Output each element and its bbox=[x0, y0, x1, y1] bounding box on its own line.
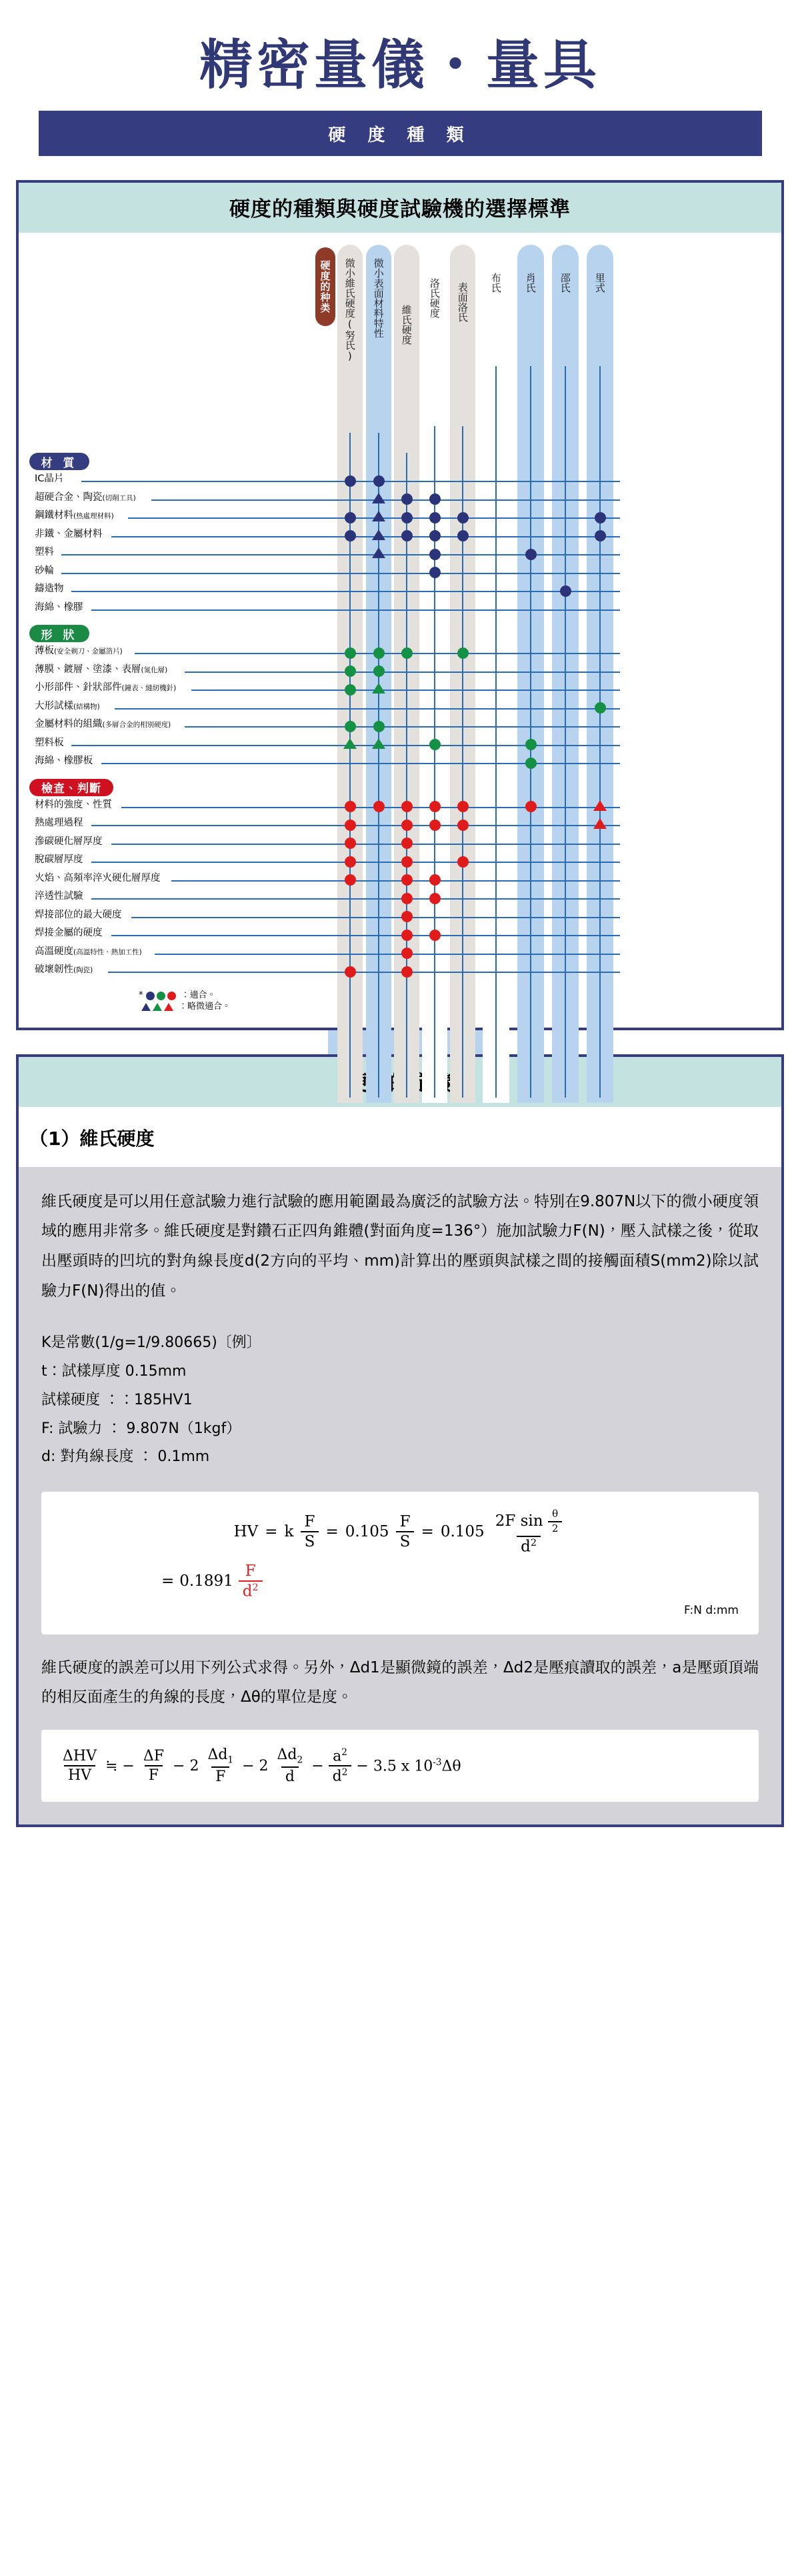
marker-circle bbox=[345, 856, 356, 868]
marker-circle bbox=[401, 512, 413, 523]
row-connector-line bbox=[155, 954, 620, 955]
row-label-text: 脫碳層厚度 bbox=[35, 854, 83, 865]
row-label-text: 熱處理過程 bbox=[35, 818, 83, 828]
coefficient-01891: 0.1891 bbox=[179, 1572, 233, 1590]
numerator bbox=[203, 1747, 237, 1766]
constant-line: d: 對角線長度 ： 0.1mm bbox=[41, 1448, 210, 1466]
error-formula-line bbox=[59, 1747, 741, 1784]
numerator bbox=[273, 1747, 307, 1766]
column-header-1: 微小表面材料特性 bbox=[372, 258, 385, 338]
marker-circle bbox=[429, 930, 441, 941]
exponent: -3 bbox=[433, 1756, 442, 1768]
row-label-note: (多層合金的相別硬度) bbox=[102, 721, 171, 729]
row-connector-line bbox=[111, 536, 620, 537]
d-symbol: d bbox=[521, 1538, 531, 1556]
marker-circle bbox=[429, 493, 441, 505]
subscript: 1 bbox=[227, 1754, 234, 1766]
legend-triangle-icon bbox=[164, 1003, 173, 1011]
fraction-dd2-over-d bbox=[273, 1747, 307, 1784]
equals-3: = bbox=[421, 1523, 434, 1541]
coef-2-a: 2 bbox=[189, 1757, 199, 1774]
row-label bbox=[35, 818, 83, 828]
row-label bbox=[35, 547, 54, 557]
legend-suitable-label: ：適合。 bbox=[181, 990, 216, 1001]
marker-triangle bbox=[593, 800, 607, 811]
marker-triangle bbox=[372, 529, 385, 540]
marker-circle bbox=[345, 530, 356, 541]
denominator: S bbox=[301, 1531, 319, 1550]
marker-circle bbox=[401, 874, 413, 886]
equals-2: = bbox=[325, 1523, 339, 1541]
denominator bbox=[239, 1580, 263, 1600]
marker-circle bbox=[401, 966, 413, 978]
marker-circle bbox=[429, 739, 441, 750]
numerator: F bbox=[245, 1562, 256, 1580]
row-connector-line bbox=[111, 935, 620, 936]
two: 2 bbox=[548, 1521, 563, 1534]
chart-wrap bbox=[19, 233, 781, 1028]
delta-theta: Δθ bbox=[441, 1758, 461, 1775]
row-label bbox=[35, 855, 83, 865]
marker-circle bbox=[345, 874, 356, 886]
row-connector-line bbox=[185, 726, 620, 728]
group-pill-2: 檢查、判斷 bbox=[29, 779, 113, 796]
row-label-text: 非鐵、金屬材料 bbox=[35, 528, 103, 539]
d-symbol: d bbox=[332, 1768, 342, 1785]
row-label-text: 金屬材料的組織 bbox=[35, 719, 103, 730]
row-label-text: 小形部件、針狀部件 bbox=[35, 682, 122, 693]
column-header-6: 肖氏 bbox=[524, 273, 537, 293]
denominator: S bbox=[396, 1531, 415, 1550]
marker-triangle bbox=[372, 683, 385, 694]
row-connector-line bbox=[91, 825, 620, 826]
exponent: 2 bbox=[530, 1537, 537, 1548]
row-label bbox=[35, 603, 83, 613]
vickers-formula-line-1 bbox=[61, 1509, 739, 1554]
row-label bbox=[35, 511, 114, 521]
numerator bbox=[491, 1509, 567, 1536]
column-header-4: 表面洛氏 bbox=[456, 282, 469, 322]
row-label-text: 薄板 bbox=[35, 646, 54, 656]
denominator: F bbox=[211, 1766, 229, 1784]
marker-circle bbox=[457, 512, 469, 523]
definition-body bbox=[19, 1167, 781, 1825]
marker-circle bbox=[429, 874, 441, 886]
row-connector-line bbox=[171, 880, 620, 882]
row-label-text: 焊接金屬的硬度 bbox=[35, 928, 103, 938]
row-label-note: (高溫特性、熱加工性) bbox=[73, 948, 142, 956]
marker-circle bbox=[429, 530, 441, 541]
marker-circle bbox=[373, 648, 385, 659]
column-header-7: 邵氏 bbox=[559, 273, 571, 293]
coefficient-0105-b: 0.105 bbox=[440, 1523, 485, 1541]
row-connector-line bbox=[108, 972, 620, 973]
marker-circle bbox=[429, 512, 441, 523]
sign-4: − bbox=[311, 1757, 324, 1774]
theta: θ bbox=[552, 1508, 559, 1520]
legend-row-suitable bbox=[139, 990, 231, 1002]
numerator: ΔHV bbox=[63, 1748, 97, 1765]
marker-circle bbox=[525, 801, 537, 812]
marker-circle bbox=[401, 893, 413, 904]
row-label bbox=[35, 800, 112, 810]
legend-row-slightly-suitable bbox=[139, 1002, 231, 1013]
fraction-df-over-f bbox=[139, 1748, 168, 1783]
row-label bbox=[35, 874, 161, 884]
group-pill-0: 材 質 bbox=[29, 453, 89, 470]
row-label-note: (鐘表、縫紉機針) bbox=[121, 684, 177, 692]
marker-circle bbox=[595, 512, 606, 523]
hardness-type-badge: 硬度的种类 bbox=[315, 247, 335, 326]
row-connector-line bbox=[101, 763, 620, 764]
row-connector-line bbox=[115, 708, 620, 710]
denominator bbox=[329, 1765, 352, 1784]
subtitle-bar: 硬 度 種 類 bbox=[39, 111, 762, 156]
row-connector-line bbox=[61, 573, 620, 574]
row-label-text: 薄膜、鍍層、塗漆、表層 bbox=[35, 664, 141, 675]
coefficient: 3.5 x 10 bbox=[373, 1758, 433, 1775]
marker-triangle bbox=[372, 511, 385, 521]
column-guide-line-3 bbox=[434, 426, 435, 1098]
row-label-text: 淬透性試驗 bbox=[35, 891, 83, 902]
page-header bbox=[0, 0, 800, 156]
column-guide-line-6 bbox=[530, 366, 531, 1098]
marker-circle bbox=[345, 512, 356, 523]
definition-constants-list bbox=[41, 1329, 759, 1472]
row-label bbox=[35, 738, 64, 748]
constant-line: 試樣硬度 ：：185HV1 bbox=[41, 1391, 193, 1408]
two-f-sin: 2F sin bbox=[495, 1512, 543, 1530]
chart-panel-title: 硬度的種類與硬度試驗機的選擇標準 bbox=[19, 183, 781, 233]
marker-circle bbox=[345, 684, 356, 696]
marker-circle bbox=[457, 530, 469, 541]
legend-circle-icon bbox=[146, 992, 155, 1000]
marker-circle bbox=[525, 758, 537, 769]
row-label bbox=[35, 720, 171, 730]
row-label bbox=[35, 474, 63, 484]
row-label-text: 塑料板 bbox=[35, 737, 64, 748]
vickers-formula-box bbox=[41, 1492, 759, 1634]
row-label-text: 大形試樣 bbox=[35, 700, 73, 712]
hv-symbol: HV bbox=[233, 1523, 259, 1541]
marker-circle bbox=[401, 820, 413, 831]
fraction-f-over-s-2 bbox=[396, 1514, 415, 1550]
denominator: d bbox=[281, 1766, 299, 1784]
fraction-dd1-over-f bbox=[203, 1747, 237, 1784]
coefficient-0105-a: 0.105 bbox=[345, 1523, 389, 1541]
marker-circle bbox=[345, 820, 356, 831]
page-title: 精密量儀・量具 bbox=[199, 34, 601, 96]
marker-triangle bbox=[372, 493, 385, 503]
marker-circle bbox=[525, 739, 537, 750]
legend-circle-icon bbox=[167, 992, 176, 1000]
marker-circle bbox=[373, 475, 385, 487]
row-label bbox=[35, 646, 123, 656]
delta-d: Δd bbox=[277, 1746, 297, 1764]
row-label-text: IC晶片 bbox=[35, 473, 64, 484]
denominator bbox=[517, 1536, 541, 1555]
column-guide-line-4 bbox=[462, 426, 463, 1098]
row-label-text: 焊接部位的最大硬度 bbox=[35, 909, 122, 920]
row-label-note: (陶瓷) bbox=[73, 966, 93, 974]
column-header-2: 維氏硬度 bbox=[400, 305, 413, 345]
row-connector-line bbox=[191, 690, 620, 691]
error-formula-box bbox=[41, 1730, 759, 1802]
sign-1: − bbox=[122, 1757, 135, 1774]
a-symbol: a bbox=[333, 1748, 342, 1765]
legend-triangle-icon bbox=[153, 1003, 162, 1011]
column-header-5: 布氏 bbox=[489, 273, 502, 293]
row-label-text: 滲碳硬化層厚度 bbox=[35, 836, 103, 847]
denominator: F bbox=[145, 1765, 163, 1783]
hardness-definition-panel bbox=[16, 1054, 784, 1828]
marker-circle bbox=[401, 530, 413, 541]
row-label-note: (热處理材料) bbox=[73, 512, 114, 520]
row-label-text: 鋼鐵材料 bbox=[35, 510, 73, 521]
marker-circle bbox=[457, 820, 469, 831]
row-label-text: 鑄造物 bbox=[35, 583, 64, 594]
row-label-text: 破壞韌性 bbox=[35, 964, 73, 975]
row-connector-line bbox=[91, 609, 620, 611]
row-label-note: (切削工具) bbox=[102, 493, 136, 502]
marker-circle bbox=[595, 530, 606, 541]
marker-circle bbox=[595, 702, 606, 714]
legend-star: * bbox=[139, 990, 143, 1001]
row-label bbox=[35, 665, 167, 675]
row-label bbox=[35, 928, 103, 938]
marker-circle bbox=[373, 801, 385, 812]
marker-circle bbox=[429, 567, 441, 578]
marker-circle bbox=[457, 856, 469, 868]
marker-triangle bbox=[372, 738, 385, 749]
row-label-text: 超硬合金、陶瓷 bbox=[35, 491, 103, 503]
sign-5: − bbox=[356, 1757, 369, 1774]
marker-circle bbox=[373, 721, 385, 732]
marker-circle bbox=[429, 549, 441, 560]
subscript: 2 bbox=[297, 1754, 303, 1766]
term-35e-3 bbox=[373, 1757, 461, 1774]
row-connector-line bbox=[91, 862, 620, 863]
row-label-note: (結構物) bbox=[73, 702, 100, 711]
vickers-formula-line-2 bbox=[61, 1563, 739, 1600]
row-label bbox=[35, 566, 54, 576]
definition-paragraph-2: 維氏硬度的誤差可以用下列公式求得。另外，Δd1是顯微鏡的誤差，Δd2是壓痕讀取的誤差，a是壓頭頂端的相反面產生的角線的長度，Δθ的單位是度。 bbox=[41, 1658, 759, 1706]
group-pill-1: 形 狀 bbox=[29, 625, 89, 642]
row-label bbox=[35, 584, 64, 594]
marker-circle bbox=[401, 838, 413, 849]
equals-4: = bbox=[161, 1572, 175, 1590]
marker-circle bbox=[401, 801, 413, 812]
column-header-8: 里式 bbox=[593, 273, 606, 293]
coef-2-b: 2 bbox=[259, 1757, 269, 1774]
row-connector-line bbox=[131, 917, 620, 918]
marker-circle bbox=[345, 838, 356, 849]
theta-over-two bbox=[548, 1509, 563, 1534]
marker-triangle bbox=[372, 547, 385, 558]
numerator: ΔF bbox=[143, 1748, 164, 1765]
row-label-note: (安全剃刀、金屬箔片) bbox=[54, 648, 123, 656]
row-label-text: 砂輪 bbox=[35, 565, 54, 576]
marker-circle bbox=[429, 893, 441, 904]
hardness-chart-panel bbox=[16, 180, 784, 1030]
row-connector-line bbox=[151, 499, 620, 501]
approx-equals: ≒ bbox=[105, 1757, 118, 1774]
row-label bbox=[35, 683, 176, 693]
marker-circle bbox=[345, 648, 356, 659]
row-label-text: 海綿、橡膠板 bbox=[35, 756, 93, 766]
sign-3: − bbox=[242, 1757, 255, 1774]
row-label-text: 火焰、高頻率淬火硬化層厚度 bbox=[35, 872, 161, 884]
row-connector-line bbox=[71, 591, 620, 592]
chart-legend bbox=[139, 990, 231, 1013]
row-label bbox=[35, 947, 142, 957]
row-connector-line bbox=[121, 807, 620, 808]
marker-circle bbox=[401, 856, 413, 868]
marker-circle bbox=[429, 801, 441, 812]
numerator bbox=[329, 1748, 351, 1765]
row-connector-line bbox=[91, 898, 620, 900]
marker-circle bbox=[401, 648, 413, 659]
legend-circle-icon bbox=[157, 992, 165, 1000]
formula-units: F:N d:mm bbox=[684, 1603, 739, 1617]
row-label bbox=[35, 702, 100, 712]
row-label-text: 高溫硬度 bbox=[35, 946, 73, 957]
row-label bbox=[35, 837, 103, 847]
d-symbol: d bbox=[242, 1582, 253, 1600]
marker-circle bbox=[429, 820, 441, 831]
marker-circle bbox=[525, 549, 537, 560]
row-label-text: 材料的強度、性質 bbox=[35, 799, 112, 810]
numerator: F bbox=[399, 1513, 411, 1531]
row-label bbox=[35, 965, 93, 975]
delta-d: Δd bbox=[207, 1746, 228, 1764]
row-label bbox=[35, 493, 136, 503]
row-label bbox=[35, 910, 122, 920]
column-guide-line-7 bbox=[565, 366, 566, 1098]
legend-slightly-suitable-label: ：略微適合。 bbox=[179, 1002, 231, 1012]
constant-line: K是常數(1/g=1/9.80665)〔例〕 bbox=[41, 1334, 261, 1351]
exponent: 2 bbox=[252, 1582, 259, 1593]
definition-paragraph-1: 維氏硬度是可以用任意試驗力進行試驗的應用範圍最為廣泛的試驗方法。特別在9.807N以下的微小硬度領域的應用非常多。維氏硬度是對鑽石正四角錐體(對面角度=136°）施加試驗力F(N)，壓入試樣之後，從取出壓頭時的凹坑的對角線長度d(2方向的平均、mm)計算出的壓頭與試樣之間的接觸面積S(mm2)除以試驗力F(N)得出的值。 bbox=[41, 1192, 759, 1300]
marker-circle bbox=[401, 930, 413, 941]
marker-circle bbox=[345, 966, 356, 978]
row-connector-line bbox=[185, 672, 620, 673]
marker-circle bbox=[345, 666, 356, 677]
row-connector-line bbox=[111, 844, 620, 845]
marker-circle bbox=[401, 948, 413, 959]
definition-section-heading: （1）維氏硬度 bbox=[29, 1127, 155, 1150]
k-symbol: k bbox=[284, 1523, 294, 1541]
row-label-text: 海綿、橡膠 bbox=[35, 601, 83, 613]
marker-circle bbox=[345, 475, 356, 487]
marker-circle bbox=[457, 648, 469, 659]
row-label bbox=[35, 756, 93, 766]
column-guide-line-5 bbox=[495, 366, 497, 1098]
marker-circle bbox=[401, 493, 413, 505]
equals-1: = bbox=[265, 1523, 278, 1541]
marker-circle bbox=[345, 721, 356, 732]
constant-line: F: 試驗力 ： 9.807N（1kgf） bbox=[41, 1420, 241, 1437]
marker-triangle bbox=[343, 738, 357, 749]
exponent: 2 bbox=[341, 1767, 348, 1778]
numerator: F bbox=[304, 1513, 315, 1531]
fraction-f-over-dsq bbox=[239, 1563, 263, 1600]
row-label-note: (氮化層) bbox=[141, 666, 168, 674]
marker-circle bbox=[457, 801, 469, 812]
marker-triangle bbox=[593, 818, 607, 829]
marker-circle bbox=[401, 911, 413, 922]
fraction-asq-over-dsq bbox=[329, 1748, 352, 1784]
column-header-3: 洛氏硬度 bbox=[428, 278, 441, 318]
sign-2: − bbox=[173, 1757, 185, 1774]
marker-circle bbox=[345, 801, 356, 812]
marker-circle bbox=[560, 585, 571, 597]
exponent: 2 bbox=[341, 1746, 347, 1758]
row-label-text: 塑料 bbox=[35, 547, 54, 557]
marker-circle bbox=[373, 666, 385, 677]
legend-triangle-icon bbox=[141, 1003, 151, 1011]
row-label bbox=[35, 529, 103, 539]
row-label bbox=[35, 892, 83, 902]
column-header-0: 微小維氏硬度(努氏) bbox=[343, 258, 356, 362]
fraction-dhv-over-hv bbox=[59, 1748, 101, 1783]
group-label-backing-1 bbox=[41, 621, 321, 776]
chart-area bbox=[19, 233, 781, 1028]
column-guide-line-8 bbox=[599, 366, 601, 1098]
column-guide-line-2 bbox=[406, 453, 407, 1098]
fraction-sin-over-dsq bbox=[491, 1509, 567, 1554]
fraction-f-over-s-1 bbox=[300, 1514, 319, 1550]
constant-line: t：試樣厚度 0.15mm bbox=[41, 1362, 187, 1380]
denominator: HV bbox=[64, 1765, 95, 1783]
